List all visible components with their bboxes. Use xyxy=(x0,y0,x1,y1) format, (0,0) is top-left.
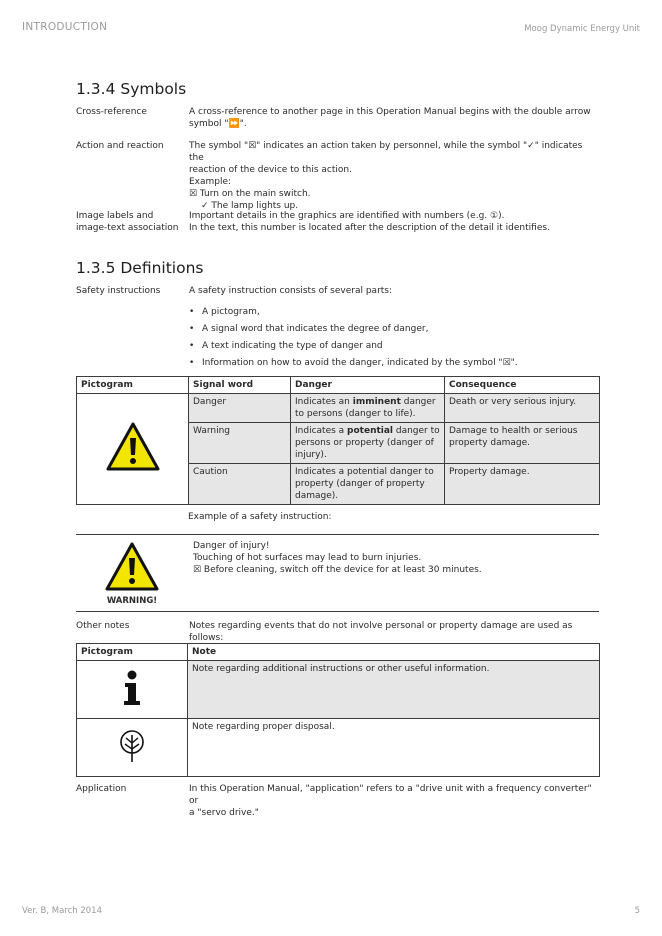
action-reaction-line: reaction of the device to this action. xyxy=(189,165,352,175)
label-line: image-text association xyxy=(76,223,179,233)
page-number: 5 xyxy=(634,906,640,916)
example-caption: Example of a safety instruction: xyxy=(188,512,332,522)
table-header-row xyxy=(77,377,600,394)
signal-warning: Warning xyxy=(189,423,291,464)
example-text xyxy=(193,540,593,576)
danger-desc: Indicates a potential danger to persons or property (danger of injury). xyxy=(291,423,445,464)
application-line: a "servo drive." xyxy=(189,808,259,818)
consequence-desc: Damage to health or serious property damage. xyxy=(445,423,600,464)
note-info: Note regarding additional instructions or other useful information. xyxy=(188,661,600,719)
label-cross-reference: Cross-reference xyxy=(76,107,147,117)
signal-word-label: WARNING! xyxy=(106,596,158,606)
header-pictogram: Pictogram xyxy=(77,377,189,394)
signal-caution: Caution xyxy=(189,464,291,505)
text-image-labels xyxy=(189,210,599,234)
text-application xyxy=(189,783,599,819)
list-item: • A signal word that indicates the degree of danger, xyxy=(189,324,429,334)
pictogram-cell xyxy=(77,661,188,719)
label-action-reaction: Action and reaction xyxy=(76,141,164,151)
label-safety-instructions: Safety instructions xyxy=(76,286,161,296)
example-line: Danger of injury! xyxy=(193,541,270,551)
label-application: Application xyxy=(76,784,127,794)
label-other-notes: Other notes xyxy=(76,621,130,631)
notes-table xyxy=(76,643,600,777)
signal-danger: Danger xyxy=(189,394,291,423)
image-labels-line: In the text, this number is located after the description of the detail it identifies. xyxy=(189,223,550,233)
note-disposal: Note regarding proper disposal. xyxy=(188,719,600,777)
signal-word-table xyxy=(76,376,600,505)
pictogram-cell xyxy=(77,394,189,505)
safety-parts-list xyxy=(189,306,599,369)
example-reaction: ✓ The lamp lights up. xyxy=(201,201,299,211)
header-signal-word: Signal word xyxy=(189,377,291,394)
table-row xyxy=(77,661,600,719)
table-row xyxy=(77,394,600,423)
cross-reference-line: A cross-reference to another page in this Operation Manual begins with the double arrow xyxy=(189,107,591,117)
example-line: ☒ Before cleaning, switch off the device for at least 30 minutes. xyxy=(193,565,482,575)
text-safety-intro: A safety instruction consists of several parts: xyxy=(189,286,393,296)
danger-desc: Indicates an imminent danger to persons (danger to life). xyxy=(291,394,445,423)
application-line: In this Operation Manual, "application" refers to a "drive unit with a frequency converter" or xyxy=(189,784,592,806)
action-reaction-line: The symbol "☒" indicates an action taken by personnel, while the symbol "✓" indicates the xyxy=(189,141,583,163)
header-note: Note xyxy=(188,644,600,661)
heading-definitions: 1.3.5 Definitions xyxy=(76,259,204,277)
warning-triangle-icon xyxy=(104,541,160,593)
header-pictogram: Pictogram xyxy=(77,644,188,661)
divider xyxy=(76,611,599,612)
text-other-notes: Notes regarding events that do not involve personal or property damage are used as follows: xyxy=(189,621,573,643)
example-action: ☒ Turn on the main switch. xyxy=(189,189,311,199)
disposal-tree-icon xyxy=(119,729,145,763)
pictogram-cell xyxy=(77,719,188,777)
image-labels-line: Important details in the graphics are identified with numbers (e.g. ①). xyxy=(189,211,505,221)
divider xyxy=(76,534,599,535)
example-label: Example: xyxy=(189,177,232,187)
running-header-product: Moog Dynamic Energy Unit xyxy=(524,24,640,34)
consequence-desc: Property damage. xyxy=(445,464,600,505)
example-line: Touching of hot surfaces may lead to burn injuries. xyxy=(193,553,422,563)
table-header-row xyxy=(77,644,600,661)
cross-reference-line: symbol "⏩". xyxy=(189,119,247,129)
running-header-section: INTRODUCTION xyxy=(22,21,108,33)
heading-symbols: 1.3.4 Symbols xyxy=(76,80,187,98)
example-pictogram xyxy=(76,538,188,610)
table-row xyxy=(77,719,600,777)
list-item: • A text indicating the type of danger and xyxy=(189,341,383,351)
text-cross-reference xyxy=(189,106,599,130)
header-consequence: Consequence xyxy=(445,377,600,394)
list-item: • Information on how to avoid the danger, indicated by the symbol "☒". xyxy=(189,358,518,368)
consequence-desc: Death or very serious injury. xyxy=(445,394,600,423)
header-danger: Danger xyxy=(291,377,445,394)
label-image-labels xyxy=(76,210,186,234)
text-action-reaction xyxy=(189,140,599,212)
warning-triangle-icon xyxy=(105,421,161,473)
info-icon xyxy=(121,670,143,706)
footer-version: Ver. B, March 2014 xyxy=(22,906,102,916)
danger-desc: Indicates a potential danger to property (danger of property damage). xyxy=(291,464,445,505)
label-line: Image labels and xyxy=(76,211,154,221)
list-item: • A pictogram, xyxy=(189,307,260,317)
